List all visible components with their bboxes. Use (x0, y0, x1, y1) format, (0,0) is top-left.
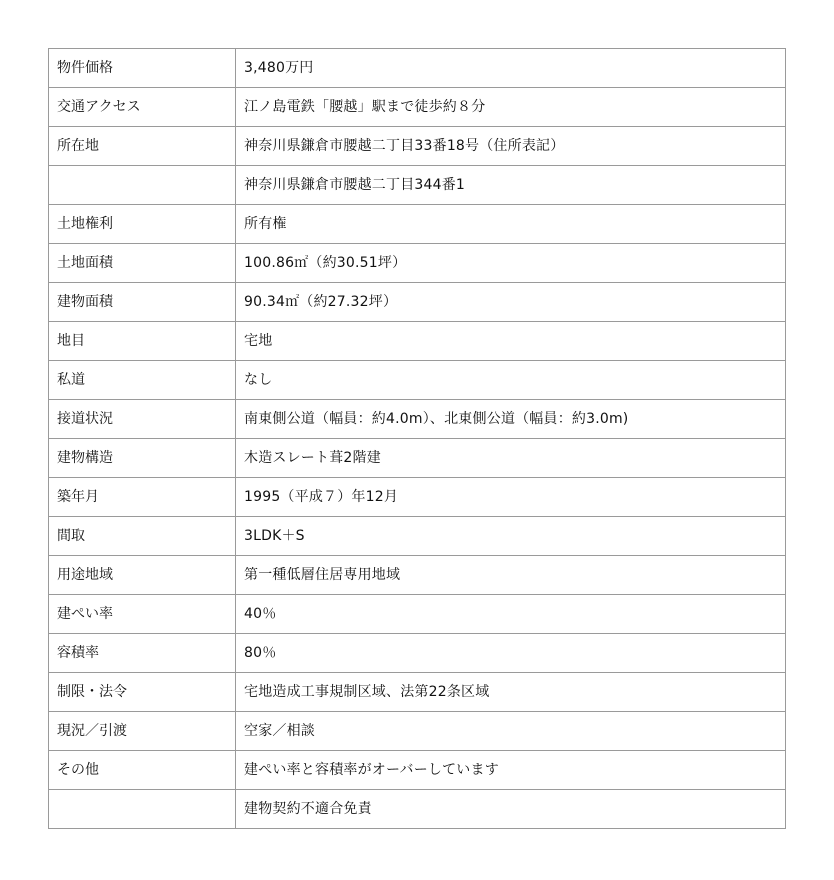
row-value: 木造スレート葺2階建 (236, 439, 786, 478)
property-details-table (48, 48, 786, 829)
table-row-access (49, 88, 786, 127)
row-value: 宅地 (236, 322, 786, 361)
row-label: 間取 (49, 517, 236, 556)
row-label: 現況／引渡 (49, 712, 236, 751)
table-row-land-area (49, 244, 786, 283)
table-row-zoning (49, 556, 786, 595)
row-label: 接道状況 (49, 400, 236, 439)
table-row-road-access (49, 400, 786, 439)
row-value: 90.34㎡（約27.32坪） (236, 283, 786, 322)
row-label: 物件価格 (49, 49, 236, 88)
row-label: 地目 (49, 322, 236, 361)
row-label: 用途地域 (49, 556, 236, 595)
table-row-price (49, 49, 786, 88)
row-value: 江ノ島電鉄「腰越」駅まで徒歩約８分 (236, 88, 786, 127)
row-label: 所在地 (49, 127, 236, 166)
table-row-land-category (49, 322, 786, 361)
row-value: 空家／相談 (236, 712, 786, 751)
table-row-building-coverage (49, 595, 786, 634)
row-value: 3LDK＋S (236, 517, 786, 556)
table-row-lot-number (49, 166, 786, 205)
row-value: 3,480万円 (236, 49, 786, 88)
table-row-building-area (49, 283, 786, 322)
row-label: 制限・法令 (49, 673, 236, 712)
table-row-land-rights (49, 205, 786, 244)
row-value: 南東側公道（幅員：約4.0m）、北東側公道（幅員：約3.0m) (236, 400, 786, 439)
table-row-other (49, 751, 786, 790)
row-label: 築年月 (49, 478, 236, 517)
row-label: 建物構造 (49, 439, 236, 478)
table-row-structure (49, 439, 786, 478)
row-value: なし (236, 361, 786, 400)
row-label: 私道 (49, 361, 236, 400)
row-value: 100.86㎡（約30.51坪） (236, 244, 786, 283)
table-row-regulations (49, 673, 786, 712)
row-value: 宅地造成工事規制区域、法第22条区域 (236, 673, 786, 712)
row-value: 40％ (236, 595, 786, 634)
row-label: 交通アクセス (49, 88, 236, 127)
row-label (49, 790, 236, 829)
row-label: その他 (49, 751, 236, 790)
row-label: 建物面積 (49, 283, 236, 322)
row-value: 神奈川県鎌倉市腰越二丁目344番1 (236, 166, 786, 205)
row-label: 土地面積 (49, 244, 236, 283)
table-row-status-handover (49, 712, 786, 751)
row-label: 土地権利 (49, 205, 236, 244)
table-row-built-date (49, 478, 786, 517)
table-row-private-road (49, 361, 786, 400)
row-label (49, 166, 236, 205)
row-value: 神奈川県鎌倉市腰越二丁目33番18号（住所表記） (236, 127, 786, 166)
row-value: 第一種低層住居専用地域 (236, 556, 786, 595)
row-value: 1995（平成７）年12月 (236, 478, 786, 517)
table-row-address (49, 127, 786, 166)
row-value: 建ぺい率と容積率がオーバーしています (236, 751, 786, 790)
table-row-other-continued (49, 790, 786, 829)
table-row-layout (49, 517, 786, 556)
row-value: 80％ (236, 634, 786, 673)
row-value: 所有権 (236, 205, 786, 244)
table-row-floor-area-ratio (49, 634, 786, 673)
row-label: 建ぺい率 (49, 595, 236, 634)
row-value: 建物契約不適合免責 (236, 790, 786, 829)
row-label: 容積率 (49, 634, 236, 673)
